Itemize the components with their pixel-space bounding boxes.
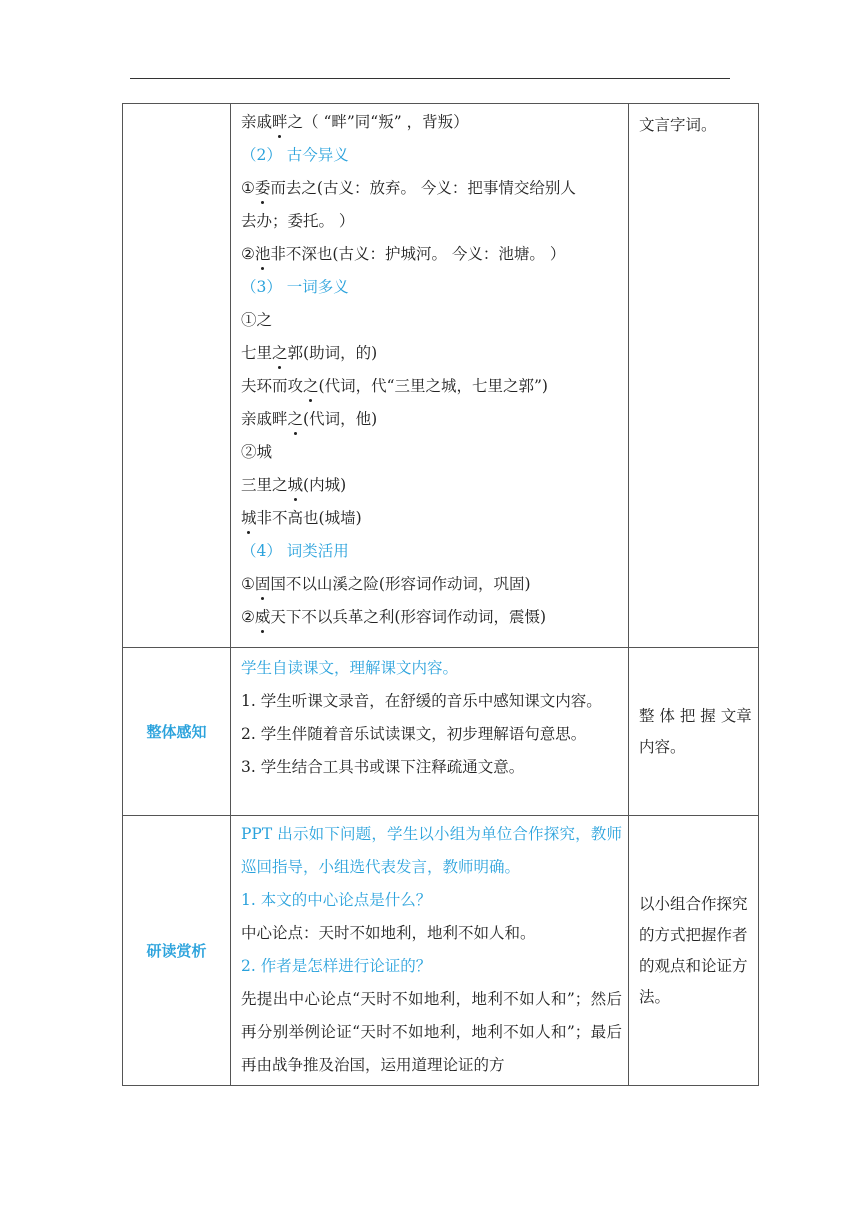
vocabulary-line: [241, 370, 622, 403]
answer-2: 先提出中心论点“天时不如地利，地利不如人和”；然后再分别举例论证“天时不如地利，地利不如人和”；最后再由战争推及治国，运用道理论证的方: [241, 990, 622, 1074]
line-text: 亲戚畔: [241, 410, 288, 428]
line-text: ②城: [241, 443, 273, 461]
line-text: 天下不以兵革之利(形容词作动词，震慑): [270, 608, 547, 626]
emphasized-character: 之: [303, 370, 319, 403]
emphasized-character: 畔: [272, 106, 288, 139]
overall-perception-content: [231, 648, 629, 816]
line-text: 郭(助词，的): [287, 344, 378, 362]
line-text: （2） 古今异义: [241, 146, 349, 164]
close-reading-note: 以小组合作探究的方式把握作者的观点和论证方法。: [629, 816, 759, 1086]
line-text: ①之: [241, 311, 273, 329]
line-text: ②: [241, 245, 255, 263]
line-text: （4） 词类活用: [241, 542, 349, 560]
lesson-plan-table: [122, 103, 759, 1086]
close-reading-intro: PPT 出示如下问题，学生以小组为单位合作探究，教师巡回指导，小组选代表发言，教师明确。: [241, 825, 622, 876]
emphasized-character: 委: [255, 172, 271, 205]
vocabulary-line: [241, 469, 622, 502]
line-text: 非不高也(城墙): [256, 509, 362, 527]
row-label-close-reading: 研读赏析: [123, 816, 231, 1086]
overall-item-3: 3. 学生结合工具书或课下注释疏通文意。: [241, 758, 525, 776]
vocabulary-line: [241, 238, 622, 271]
line-text: ②: [241, 608, 255, 626]
header-rule: [130, 78, 730, 79]
table-row-close-reading: [123, 816, 759, 1086]
overall-item-2: 2. 学生伴随着音乐试读课文，初步理解语句意思。: [241, 725, 587, 743]
question-1: 1. 本文的中心论点是什么？: [241, 891, 432, 909]
vocabulary-line: [241, 535, 622, 568]
line-text: ①: [241, 575, 255, 593]
line-text: 去办；委托。 ）: [241, 212, 355, 230]
answer-1: 中心论点：天时不如地利，地利不如人和。: [241, 924, 536, 942]
vocabulary-line: [241, 337, 622, 370]
emphasized-character: 之: [288, 403, 304, 436]
overall-perception-note: 整 体 把 握 文章内容。: [629, 648, 759, 816]
line-text: (代词，他): [303, 410, 378, 428]
emphasized-character: 池: [255, 238, 271, 271]
emphasized-character: 之: [272, 337, 288, 370]
line-text: (代词，代“三里之城，七里之郭”): [318, 377, 548, 395]
row-label-empty: [123, 104, 231, 648]
line-text: (内城): [303, 476, 347, 494]
emphasized-character: 城: [288, 469, 304, 502]
emphasized-character: 城: [241, 502, 257, 535]
line-text: 夫环而攻: [241, 377, 304, 395]
vocabulary-line: [241, 502, 622, 535]
line-text: 三里之: [241, 476, 288, 494]
line-text: （3） 一词多义: [241, 278, 349, 296]
vocabulary-line: [241, 172, 622, 205]
vocabulary-line: [241, 568, 622, 601]
line-text: 七里: [241, 344, 273, 362]
question-2: 2. 作者是怎样进行论证的？: [241, 957, 432, 975]
vocabulary-line: [241, 403, 622, 436]
vocabulary-line: [241, 601, 622, 634]
line-text: ①: [241, 179, 255, 197]
vocabulary-note: 文言字词。: [629, 104, 759, 648]
vocabulary-line: [241, 106, 622, 139]
table-row-vocabulary: [123, 104, 759, 648]
vocabulary-line: [241, 271, 622, 304]
vocabulary-line: [241, 205, 622, 238]
overall-item-1: 1. 学生听课文录音，在舒缓的音乐中感知课文内容。: [241, 692, 602, 710]
line-text: 非不深也(古义：护城河。 今义：池塘。 ）: [270, 245, 566, 263]
table-row-overall-perception: [123, 648, 759, 816]
vocabulary-line: [241, 139, 622, 172]
line-text: 亲戚: [241, 113, 273, 131]
vocabulary-line: [241, 304, 622, 337]
overall-intro: 学生自读课文，理解课文内容。: [241, 659, 459, 677]
vocabulary-content: [231, 104, 629, 648]
emphasized-character: 固: [255, 568, 271, 601]
close-reading-content: [231, 816, 629, 1086]
row-label-overall-perception: 整体感知: [123, 648, 231, 816]
vocabulary-line: [241, 436, 622, 469]
emphasized-character: 威: [255, 601, 271, 634]
line-text: 而去之(古义：放弃。 今义：把事情交给别人: [270, 179, 576, 197]
vocabulary-lines: [241, 106, 622, 634]
line-text: 之（ “畔”同“叛” ，背叛）: [287, 113, 469, 131]
line-text: 国不以山溪之险(形容词作动词，巩固): [270, 575, 531, 593]
